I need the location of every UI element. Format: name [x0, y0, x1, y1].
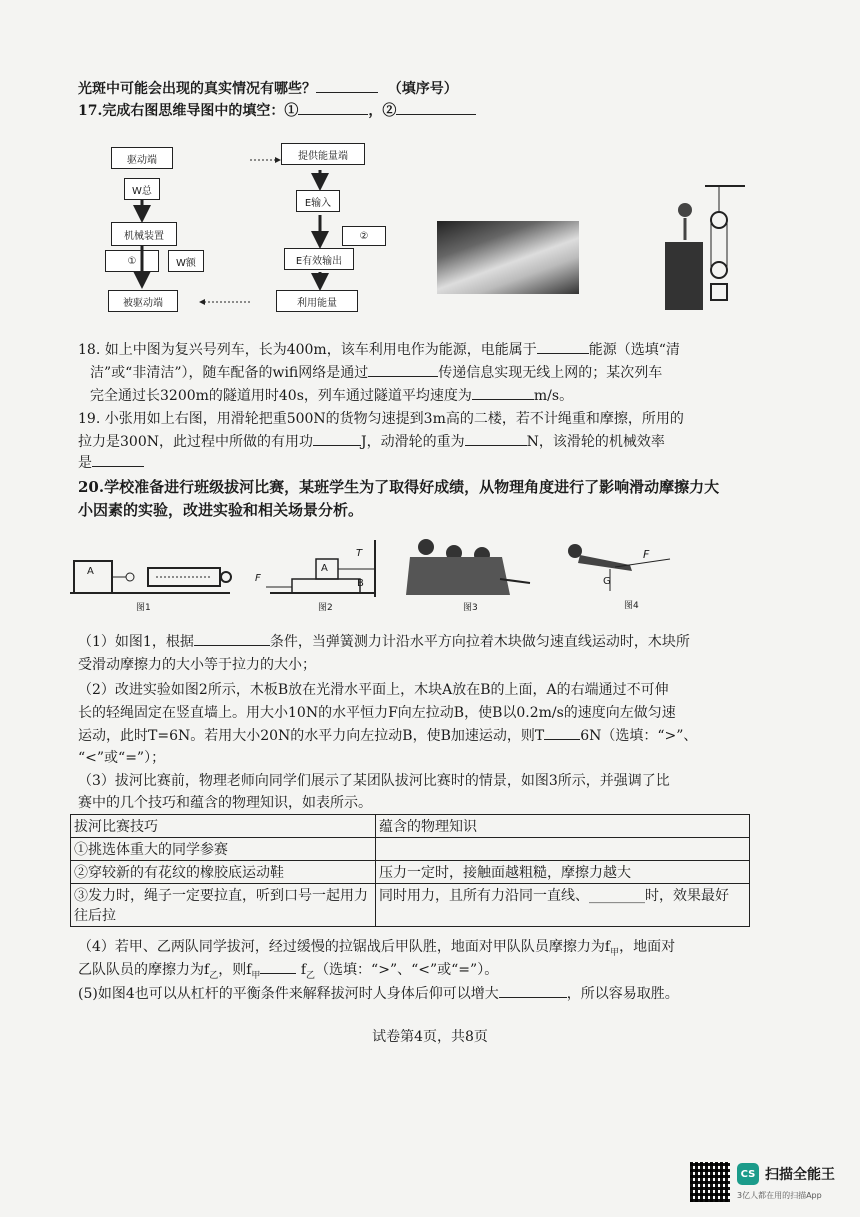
- table-header-cell: 蕴含的物理知识: [376, 815, 750, 838]
- fig2-label-f: F: [255, 573, 261, 584]
- mind-map-arrows: [100, 140, 400, 320]
- fig2-label-a: A: [321, 563, 328, 574]
- box-driven: 被驱动端: [108, 290, 178, 312]
- table-row: [71, 884, 750, 927]
- table-header-cell: 拔河比赛技巧: [71, 815, 376, 838]
- camscanner-logo: CS: [737, 1163, 759, 1185]
- table-cell: [376, 838, 750, 861]
- part-2-line2: 长的轻绳固定在竖直墙上。用大小10N的水平恒力F向左拉动B，使B以0.2m/s的速度向左做匀速: [78, 705, 676, 721]
- fig2-caption: 图2: [318, 603, 333, 613]
- tug-of-war-table: [70, 814, 750, 927]
- experiment-figures: [70, 535, 710, 610]
- question-20-line1: 20.学校准备进行班级拔河比赛，某班学生为了取得好成绩，从物理角度进行了影响滑动摩擦力大: [78, 478, 720, 496]
- camscanner-subtitle: 3亿人都在用的扫描App: [737, 1191, 822, 1200]
- box-machine: 机械装置: [111, 222, 177, 246]
- camscanner-title: 扫描全能王: [765, 1167, 835, 1183]
- pulley-figure: [655, 180, 745, 315]
- box-blank-2: ②: [342, 226, 386, 246]
- table-cell: ②穿较新的有花纹的橡胶底运动鞋: [71, 861, 376, 884]
- text-line-prev-question: 光斑中可能会出现的真实情况有哪些？ （填序号）: [78, 81, 458, 97]
- page-footer: 试卷第4页，共8页: [372, 1029, 488, 1045]
- part-4-line1: （4）若甲、乙两队同学拔河，经过缓慢的拉锯战后甲队胜，地面对甲队队员摩擦力为$f_甲$，地面对: [78, 939, 676, 958]
- table-cell: 压力一定时，接触面越粗糙，摩擦力越大: [376, 861, 750, 884]
- question-20-line2: 小因素的实验，改进实验和相关场景分析。: [78, 501, 364, 519]
- qr-code: [690, 1162, 730, 1202]
- part-5: (5)如图4也可以从杠杆的平衡条件来解释拔河时人身体后仰可以增大 ，所以容易取胜。: [78, 986, 679, 1002]
- part-2-line4: “<”或“=”）；: [78, 750, 166, 766]
- question-19-line2: 拉力是300N，此过程中所做的有用功 J，动滑轮的重为 N，该滑轮的机械效率: [78, 434, 665, 450]
- part-4-line2: 乙队队员的摩擦力为$f_乙$，则$f_甲$ $f_乙$（选填：“>”、“<”或“=”）。: [78, 962, 499, 981]
- fig4-label-g: G: [603, 576, 611, 587]
- fig2-label-t: T: [356, 548, 363, 559]
- table-header-row: [71, 815, 750, 838]
- table-row: [71, 838, 750, 861]
- fig4-caption: 图4: [624, 601, 639, 611]
- table-cell: 同时用力，且所有力沿同一直线、________时，效果最好: [376, 884, 750, 927]
- part-3-line1: （3）拔河比赛前，物理老师向同学们展示了某团队拔河比赛时的情景，如图3所示，并强调了比: [78, 773, 670, 789]
- question-19-line3: 是: [78, 453, 144, 473]
- question-17: 17.完成右图思维导图中的填空：① ，②: [78, 101, 476, 121]
- part-1-line2: 受滑动摩擦力的大小等于拉力的大小；: [78, 657, 316, 673]
- box-w-total: W总: [124, 178, 160, 200]
- question-18-line2: 洁”或“非清洁”），随车配备的wifi网络是通过 传递信息实现无线上网的；某次列车: [90, 365, 663, 381]
- table-cell: ①挑选体重大的同学参赛: [71, 838, 376, 861]
- box-use-energy: 利用能量: [276, 290, 358, 312]
- question-18-line1: 18. 如上中图为复兴号列车，长为400m，该车利用电作为能源，电能属于 能源（选填“清: [78, 342, 680, 358]
- question-18-line3: 完全通过长3200m的隧道用时40s，列车通过隧道平均速度为 m/s。: [90, 388, 574, 404]
- part-3-line2: 赛中的几个技巧和蕴含的物理知识，如表所示。: [78, 795, 372, 811]
- box-driver: 驱动端: [111, 147, 173, 169]
- fig3-caption: 图3: [463, 603, 478, 613]
- train-photo: [437, 221, 579, 294]
- box-e-output: E有效输出: [284, 248, 354, 270]
- box-blank-1: ①: [105, 250, 159, 272]
- question-19-line1: 19. 小张用如上右图，用滑轮把重500N的货物匀速提到3m高的二楼，若不计绳重和摩擦，所用的: [78, 411, 684, 427]
- fig1-caption: 图1: [136, 603, 151, 613]
- part-2-line3: 运动，此时T=6N。若用大小20N的水平力向左拉动B，使B加速运动，则T 6N（选填：“>”、: [78, 728, 698, 744]
- box-w-extra: W额: [168, 250, 204, 272]
- fig2-label-b: B: [357, 578, 364, 589]
- box-e-input: E输入: [296, 190, 340, 212]
- part-2-line1: （2）改进实验如图2所示，木板B放在光滑水平面上，木块A放在B的上面，A的右端通过不可伸: [78, 682, 669, 698]
- fig4-label-f: F: [643, 548, 650, 561]
- table-row: [71, 861, 750, 884]
- table-cell: ③发力时，绳子一定要拉直，听到口号一起用力往后拉: [71, 884, 376, 927]
- part-1-line1: （1）如图1，根据 条件，当弹簧测力计沿水平方向拉着木块做匀速直线运动时，木块所: [78, 634, 690, 650]
- fig1-label-a: A: [87, 566, 94, 577]
- box-provider: 提供能量端: [281, 143, 365, 165]
